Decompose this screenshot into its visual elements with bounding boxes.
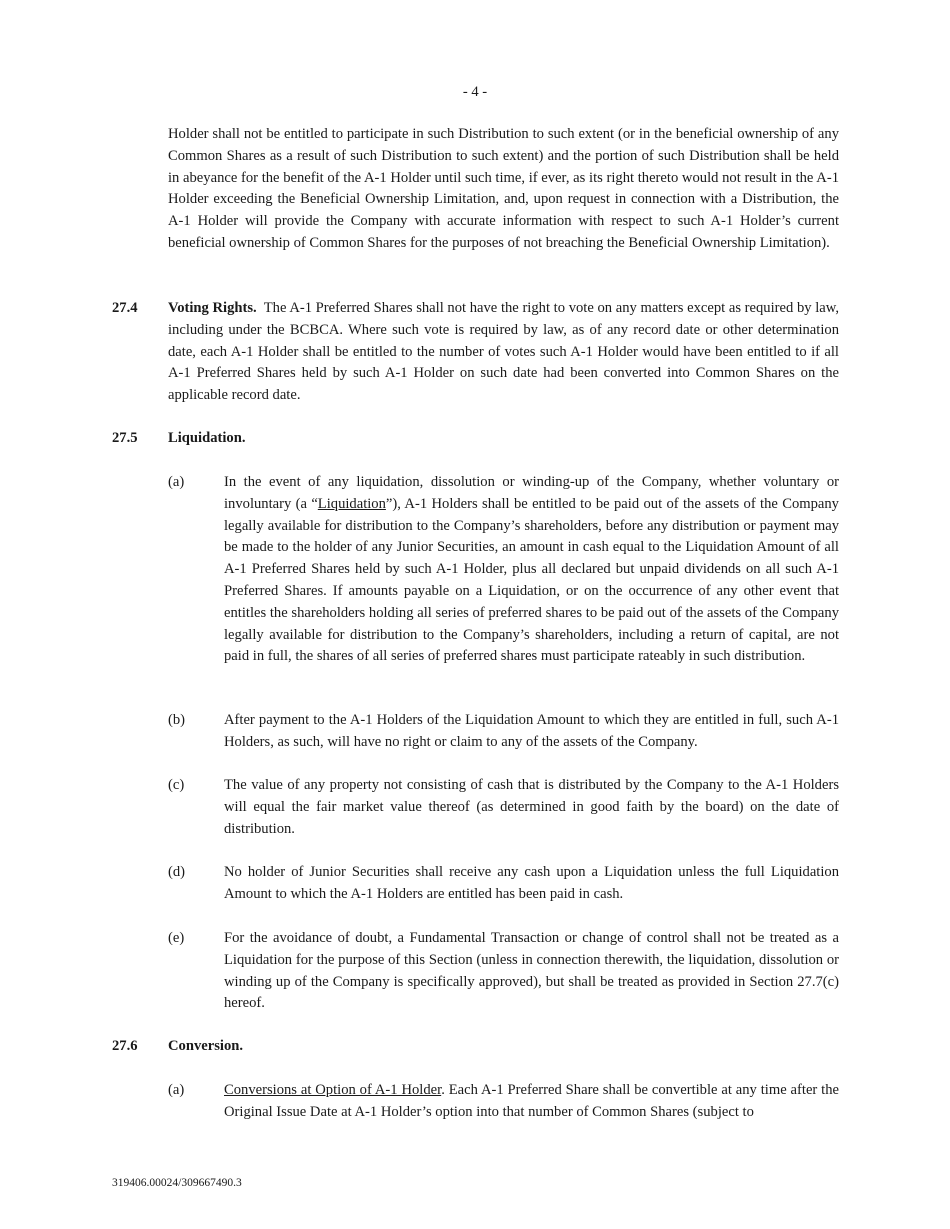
sub-paragraph-27-5-b: After payment to the A-1 Holders of the Liquidation Amount to which they are entitled in full, such A-1 Holders, as such, will have no right or claim to any of the assets of the Company. <box>224 712 839 750</box>
defined-term-liquidation: Liquidation <box>317 495 386 512</box>
footer-document-id: 319406.00024/309667490.3 <box>112 1177 242 1189</box>
sub-paragraph-27-5-d: No holder of Junior Securities shall receive any cash upon a Liquidation unless the full Liquidation Amount to which the A-1 Holders are entitled has been paid in cash. <box>224 864 839 902</box>
section-27-4-text: The A-1 Preferred Shares shall not have the right to vote on any matters except as required by law, including under the BCBCA. Where such vote is required by law, as of any record date or other determination date, each A-1 Holder shall be entitled to the number of votes such A-1 Holder would have been entitled to if all A-1 Preferred Shares held by such A-1 Holder on such date had been converted into Common Shares on the applicable record date. <box>168 300 839 404</box>
sub-paragraph-27-6-a <box>224 1080 839 1124</box>
continuation-paragraph: Holder shall not be entitled to participate in such Distribution to such extent (or in the beneficial ownership of any Common Shares as a result of such Distribution to such extent) and the portion of such Distribution shall be held in abeyance for the benefit of the A-1 Holder until such time, if ever, as its right thereto would not result in the A-1 Holder exceeding the Beneficial Ownership Limitation, and, upon request in connection with a Distribution, the A-1 Holder will provide the Company with accurate information with respect to such A-1 Holder’s current beneficial ownership of Common Shares for the purposes of not breaching the Beneficial Ownership Limitation). <box>168 126 839 251</box>
sub-27-5-a-text-post: ”), A-1 Holders shall be entitled to be paid out of the assets of the Company legally available for distribution to the Company’s shareholders, before any distribution or payment may be made to the holder of any Junior Securities, an amount in cash equal to the Liquidation Amount of all A-1 Preferred Shares held by such A-1 Holder, plus all declared but unpaid dividends on all such A-1 Preferred Shares. If amounts payable on a Liquidation, or on the occurrence of any other event that entitles the shareholders holding all series of preferred shares to be paid out of the assets of the Company legally available for distribution to the Company’s shareholders, including a return of capital, are not paid in full, the shares of all series of preferred shares must participate rateably in such distribution. <box>224 495 839 665</box>
sub-letter-27-6-a: (a) <box>168 1082 185 1098</box>
sub-letter-27-5-a: (a) <box>168 474 185 490</box>
sub-letter-27-5-e: (e) <box>168 930 185 946</box>
page-number: - 4 - <box>462 84 488 100</box>
sub-paragraph-27-5-a <box>224 472 839 668</box>
sub-letter-27-5-d: (d) <box>168 864 186 880</box>
sub-letter-27-5-b: (b) <box>168 712 186 728</box>
sub-paragraph-27-5-e: For the avoidance of doubt, a Fundamental Transaction or change of control shall not be treated as a Liquidation for the purpose of this Section (unless in connection therewith, the liquidation, dissolution or winding up of the Company is specifically approved), but shall be treated as provided in Section 27.7(c) hereof. <box>224 930 839 1012</box>
sub-paragraph-27-5-c: The value of any property not consisting of cash that is distributed by the Company to the A-1 Holders will equal the fair market value thereof (as determined in good faith by the board) on the date of distribution. <box>224 777 839 837</box>
section-title-conversion: Conversion. <box>168 1038 243 1054</box>
section-title-liquidation: Liquidation. <box>168 430 246 446</box>
sub-heading-conversions-at-option: Conversions at Option of A-1 Holder <box>224 1082 442 1098</box>
section-number-27-6: 27.6 <box>112 1038 138 1054</box>
section-title-voting-rights: Voting Rights. <box>168 300 257 316</box>
sub-27-5-a-text-pre: In the event of any liquidation, dissolution or winding-up of the Company, whether voluntary or involuntary (a “ <box>224 474 839 512</box>
sub-letter-27-5-c: (c) <box>168 777 185 793</box>
section-number-27-5: 27.5 <box>112 430 138 446</box>
section-number-27-4: 27.4 <box>112 300 138 316</box>
sub-27-6-a-text: . Each A-1 Preferred Share shall be convertible at any time after the Original Issue Date at A-1 Holder’s option into that number of Common Shares (subject to <box>224 1082 839 1120</box>
section-27-4-paragraph <box>168 298 839 407</box>
